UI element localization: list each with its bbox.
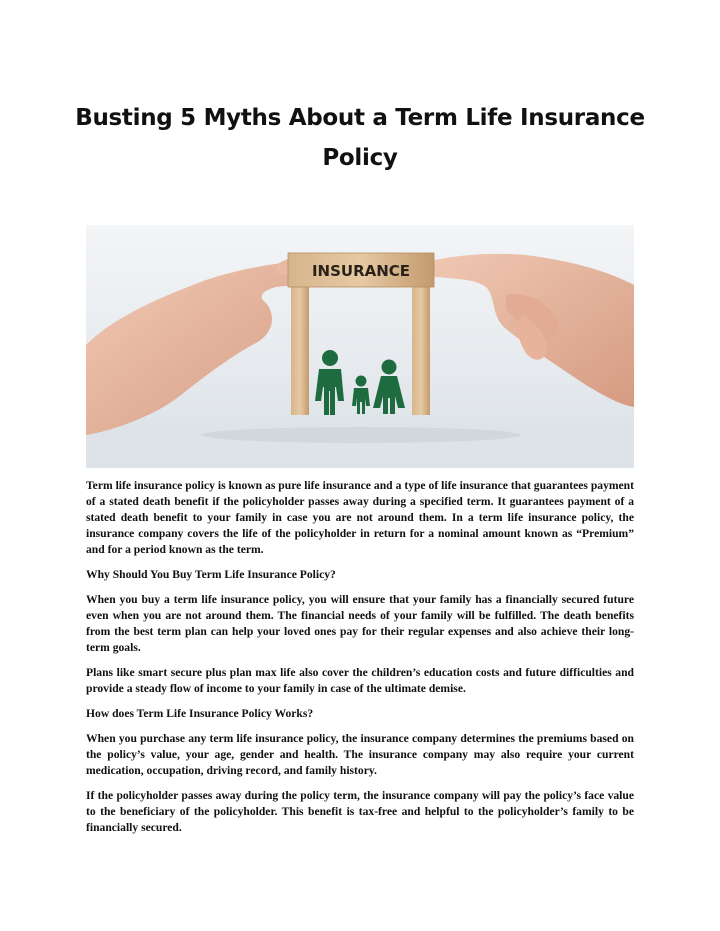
page-title: Busting 5 Myths About a Term Life Insurance Policy bbox=[75, 105, 645, 172]
paragraph-payout: If the policyholder passes away during the policy term, the insurance company will pay the policy’s face value to the beneficiary of the policyholder. This benefit is tax-free and helpful to the policyholder’s family to be financially secured. bbox=[86, 789, 634, 834]
paragraph-plans: Plans like smart secure plus plan max life also cover the children’s education costs and future difficulties and provide a steady flow of income to your family in case of the ultimate demise. bbox=[86, 666, 634, 695]
section-heading-why-buy: Why Should You Buy Term Life Insurance Policy? bbox=[86, 568, 336, 581]
paragraph-why-buy: When you buy a term life insurance policy, you will ensure that your family has a financially secured future even when you are not around them. The financial needs of your family will be fulfilled. The death benefits from the best term plan can help your loved ones pay for their regular expenses and also achieve their long-term goals. bbox=[86, 593, 634, 654]
article-body bbox=[86, 478, 634, 845]
family-insurance-illustration bbox=[86, 225, 634, 468]
insurance-photo bbox=[86, 225, 634, 468]
paragraph-how-works: When you purchase any term life insurance policy, the insurance company determines the premiums based on the policy’s value, your age, gender and health. The insurance company may also require your current medication, occupation, driving record, and family history. bbox=[86, 732, 634, 777]
insurance-block-label: INSURANCE bbox=[311, 262, 411, 280]
section-heading-how-works: How does Term Life Insurance Policy Works? bbox=[86, 707, 314, 720]
intro-paragraph: Term life insurance policy is known as pure life insurance and a type of life insurance that guarantees payment of a stated death benefit if the policyholder passes away during a specified term. It guarantees payment of a stated death benefit to your family in case you are not around them. In a term life insurance policy, the insurance company covers the life of the policyholder in return for a nominal amount known as “Premium” and for a period known as the term. bbox=[86, 479, 634, 556]
